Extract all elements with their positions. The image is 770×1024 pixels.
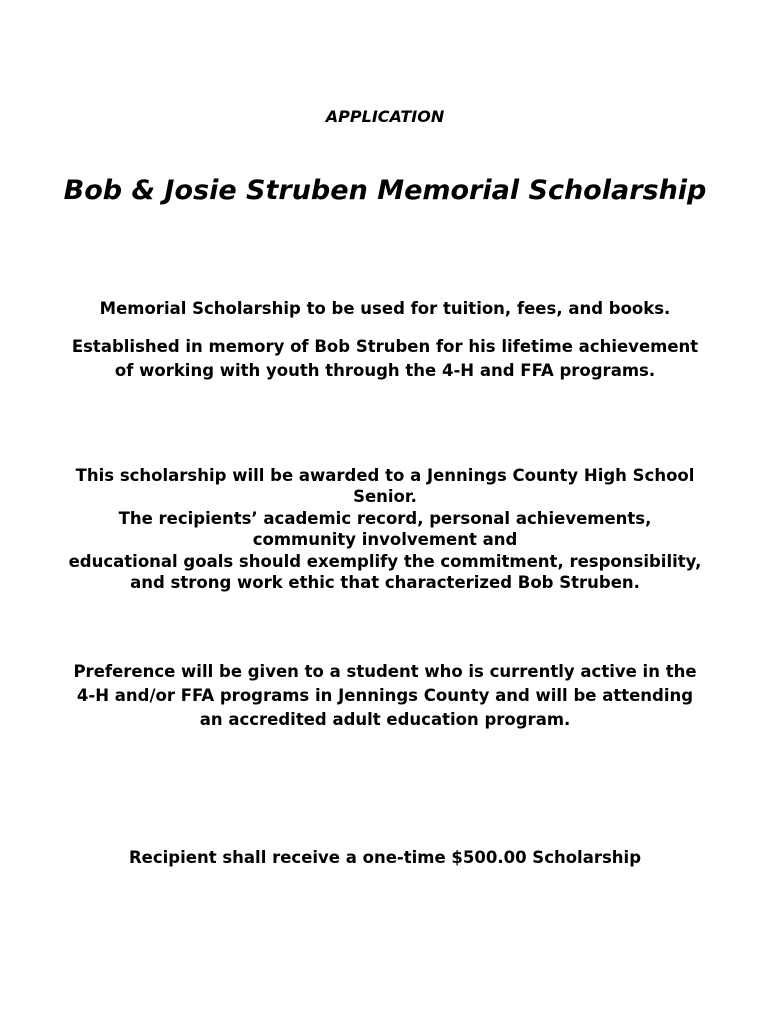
criteria-line: Senior.	[353, 487, 417, 507]
award-line: Recipient shall receive a one-time $500.00 Scholarship	[128, 848, 642, 867]
memorial-paragraph	[0, 335, 770, 383]
purpose-paragraph	[0, 297, 770, 321]
scholarship-title: Bob & Josie Struben Memorial Scholarship	[63, 175, 707, 206]
criteria-line: community involvement and	[252, 530, 518, 550]
preference-line: Preference will be given to a student who is currently active in the	[73, 662, 697, 681]
criteria-line: educational goals should exemplify the commitment, responsibility,	[68, 551, 702, 571]
criteria-line: The recipients’ academic record, personal achievements,	[118, 508, 652, 528]
preference-line: 4-H and/or FFA programs in Jennings County and will be attending	[76, 686, 694, 705]
award-paragraph	[0, 846, 770, 870]
preference-paragraph	[0, 660, 770, 732]
criteria-line: and strong work ethic that characterized Bob Struben.	[130, 573, 640, 593]
preference-line: an accredited adult education program.	[199, 710, 571, 729]
criteria-line: This scholarship will be awarded to a Jennings County High School	[75, 466, 695, 485]
criteria-paragraph	[0, 465, 770, 593]
purpose-line: Memorial Scholarship to be used for tuition, fees, and books.	[99, 299, 671, 318]
memorial-line: Established in memory of Bob Struben for his lifetime achievement	[71, 337, 699, 356]
document-heading: APPLICATION	[325, 107, 445, 126]
memorial-line: of working with youth through the 4-H and FFA programs.	[114, 361, 656, 380]
